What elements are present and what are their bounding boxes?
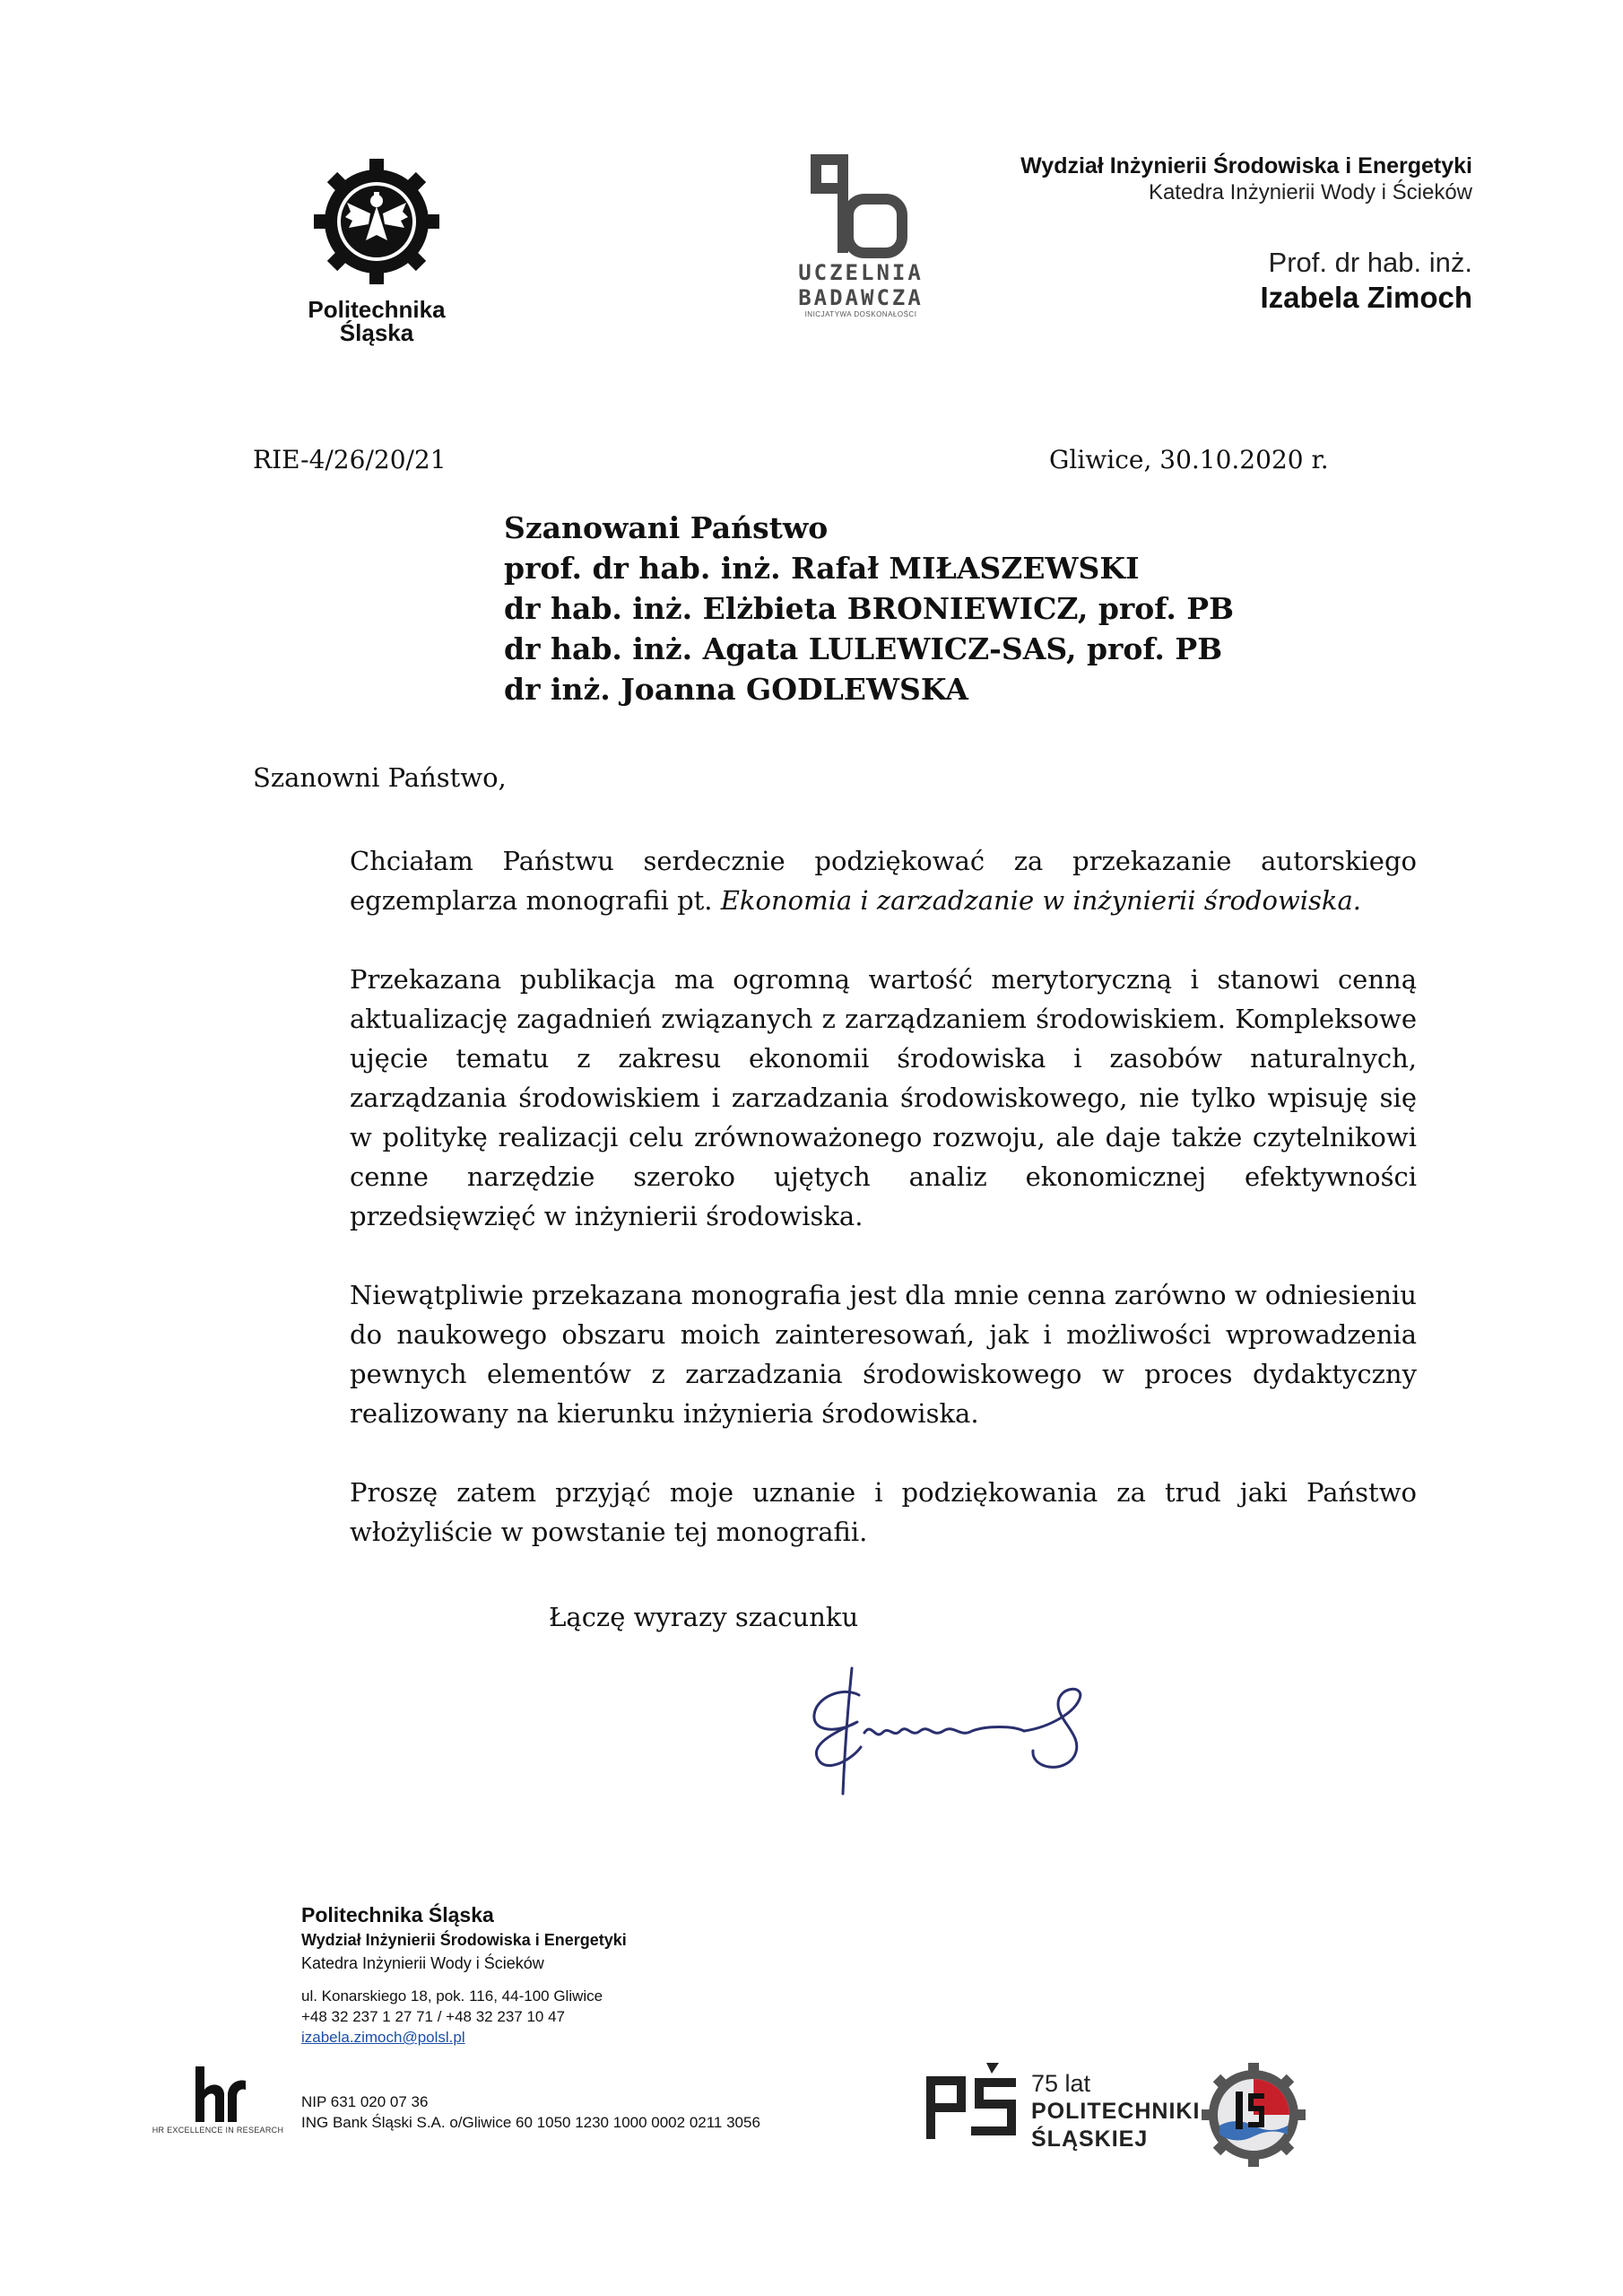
anniversary-line-1: 75 lat	[1031, 2070, 1091, 2097]
monograph-title: Ekonomia i zarzadzanie w inżynierii środowiska.	[720, 885, 1362, 916]
footer-address: ul. Konarskiego 18, pok. 116, 44-100 Gliwice	[301, 1987, 603, 2005]
reference-number: RIE-4/26/20/21	[253, 445, 447, 474]
recipient-line: prof. dr hab. inż. Rafał MIŁASZEWSKI	[504, 551, 1140, 586]
footer-bank-account: ING Bank Śląski S.A. o/Gliwice 60 1050 1230 1000 0002 0211 3056	[301, 2114, 760, 2131]
footer-billing	[301, 2092, 760, 2133]
ub-line-1: UCZELNIA	[798, 260, 924, 285]
ise-gear-icon	[1200, 2061, 1307, 2169]
anniversary-line-3: ŚLĄSKIEJ	[1031, 2126, 1149, 2152]
footer-contact	[301, 1901, 627, 2048]
letter-date: Gliwice, 30.10.2020 r.	[1049, 445, 1329, 474]
recipient-line: Szanowani Państwo	[504, 510, 829, 545]
body-paragraph-1	[350, 841, 1417, 920]
ub-line-2: BADAWCZA	[798, 285, 924, 310]
handwritten-signature	[789, 1650, 1130, 1806]
body-paragraph-3: Niewątpliwie przekazana monografia jest dla mnie cenna zarówno w odniesieniu do naukowego obszaru moich zainteresowań, jak i możliwości wprowadzenia pewnych elementów z zarzadzania środowiskowego w proces dydaktyczny realizowany na kierunku inżynieria środowiska.	[350, 1280, 1417, 1429]
header-faculty: Wydział Inżynierii Środowiska i Energetyki	[1020, 153, 1472, 178]
footer-department: Katedra Inżynierii Wody i Ścieków	[301, 1954, 544, 1972]
hr-monogram-icon	[187, 2063, 249, 2126]
recipient-line: dr inż. Joanna GODLEWSKA	[504, 672, 968, 707]
ps-monogram-icon	[924, 2059, 1022, 2140]
closing-phrase: Łączę wyrazy szacunku	[549, 1602, 859, 1632]
politechnika-logo	[305, 154, 448, 344]
footer-faculty: Wydział Inżynierii Środowiska i Energetyki	[301, 1931, 627, 1949]
footer-email-link[interactable]: izabela.zimoch@polsl.pl	[301, 2029, 465, 2046]
hr-caption: HR EXCELLENCE IN RESEARCH	[152, 2126, 284, 2135]
recipients-block	[504, 508, 1234, 709]
paragraph-1-text: Chciałam Państwu serdecznie podziękować za przekazanie autorskiego egzemplarza monografii pt.	[350, 846, 1417, 916]
recipient-line: dr hab. inż. Agata LULEWICZ-SAS, prof. PB	[504, 631, 1223, 666]
ise-logo	[1200, 2061, 1307, 2172]
footer-nip: NIP 631 020 07 36	[301, 2093, 429, 2110]
letter-body	[350, 841, 1417, 1591]
ub-line-3: INICJATYWA DOSKONAŁOŚCI	[804, 310, 917, 318]
anniversary-line-2: POLITECHNIKI	[1031, 2099, 1201, 2124]
body-paragraph-2: Przekazana publikacja ma ogromną wartość merytoryczną i stanowi cenną aktualizację zagadnień związanych z zarządzaniem środowiskiem. Kompleksowe ujęcie tematu z zakresu ekonomii środowiska i zasobów naturalnych, zarządzania środowiskiem i zarzadzania środowiskowego, nie tylko wpisuję się w politykę realizacji celu zrównoważonego rozwoju, ale daje także czytelnikowi cenne narzędzie szeroko ujętych analiz ekonomicznej efektywności przedsięwzięć w inżynierii środowiska.	[350, 964, 1417, 1231]
signature-icon	[789, 1650, 1130, 1803]
politechnika-logo-text: Politechnika Śląska	[308, 296, 446, 346]
hr-excellence-logo	[151, 2063, 285, 2135]
anniversary-text	[1031, 2070, 1200, 2153]
body-paragraph-4: Proszę zatem przyjąć moje uznanie i podziękowania za trud jaki Państwo włożyliście w powstanie tej monografii.	[350, 1477, 1417, 1547]
gear-eagle-emblem-icon	[309, 154, 444, 289]
ps-anniversary-mark	[924, 2059, 1022, 2144]
footer-university: Politechnika Śląska	[301, 1903, 494, 1926]
salutation: Szanowni Państwo,	[253, 762, 507, 793]
header-sender-block	[1020, 152, 1472, 316]
header-academic-title: Prof. dr hab. inż.	[1268, 247, 1472, 278]
ub-monogram-icon	[807, 152, 915, 258]
recipient-line: dr hab. inż. Elżbieta BRONIEWICZ, prof. PB	[504, 591, 1235, 626]
header-person-name: Izabela Zimoch	[1260, 281, 1472, 314]
footer-phones: +48 32 237 1 27 71 / +48 32 237 10 47	[301, 2008, 565, 2025]
uczelnia-badawcza-logo	[789, 152, 933, 318]
header-department: Katedra Inżynierii Wody i Ścieków	[1148, 180, 1472, 204]
